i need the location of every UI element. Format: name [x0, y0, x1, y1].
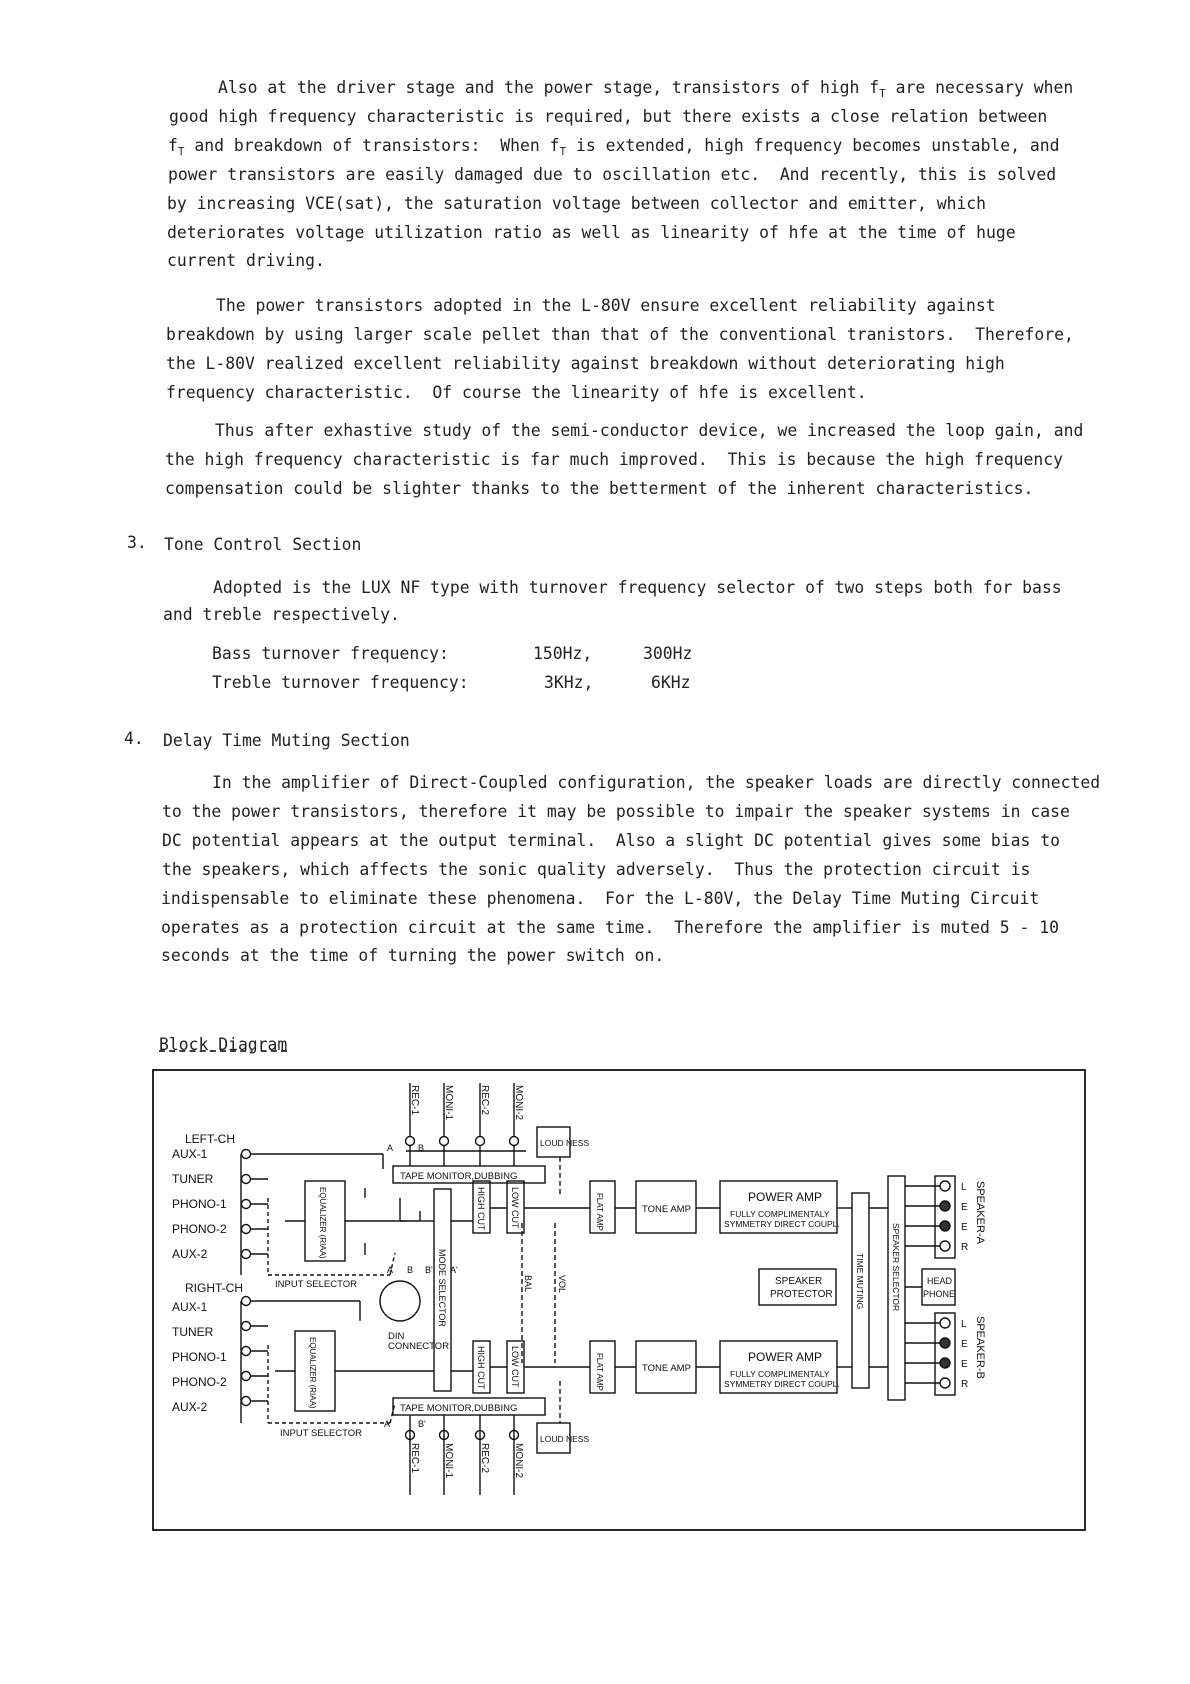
text-line: deteriorates voltage utilization ratio as well as linearity of hfe at the time of huge: [167, 223, 1016, 242]
right-ch-label: RIGHT-CH: [185, 1281, 243, 1295]
text-line: the L-80V realized excellent reliability against breakdown without deteriorating high: [166, 354, 1005, 373]
bass-value-1: 150Hz,: [533, 644, 593, 663]
block-diagram: [150, 1063, 1090, 1538]
din-connector: [380, 1281, 420, 1321]
text-line: In the amplifier of Direct-Coupled configuration, the speaker loads are directly connected: [212, 773, 1101, 792]
flat-amp-label: FLAT AMP: [595, 1353, 604, 1391]
power-amp-sub1: FULLY COMPLIMENTALY: [730, 1369, 830, 1379]
input-tuner-label: TUNER: [172, 1325, 214, 1339]
speaker-b-term-r: R: [961, 1379, 969, 1390]
headphone-box: [922, 1269, 955, 1305]
ab-label: A: [387, 1143, 394, 1153]
input-aux1-label: AUX-1: [172, 1147, 208, 1161]
treble-value-1: 3KHz,: [544, 673, 594, 692]
high-cut-label: HIGH CUT: [476, 1187, 486, 1231]
ab-label: B': [425, 1265, 433, 1275]
headphone-label: HEAD: [927, 1276, 953, 1286]
ab-label: A: [387, 1265, 394, 1275]
text-line: by increasing VCE(sat), the saturation voltage between collector and emitter, which: [167, 194, 987, 213]
input-phono1-label: PHONO-1: [172, 1350, 227, 1364]
mode-selector-label: MODE SELECTOR: [437, 1249, 447, 1327]
speaker-selector-label: SPEAKER SELECTOR: [891, 1223, 901, 1312]
rec1-top-label: REC-1: [409, 1085, 420, 1116]
input-aux2-label: AUX-2: [172, 1247, 208, 1261]
section-number: 4.: [124, 729, 144, 748]
moni2-top-label: MONI-2: [513, 1085, 524, 1120]
diagram-title: Block Diagram: [159, 1035, 288, 1054]
text-line: DC potential appears at the output terminal. Also a slight DC potential gives some bias to: [162, 831, 1060, 850]
text-line: breakdown by using larger scale pellet than that of the conventional tranistors. Therefore,: [166, 325, 1074, 344]
treble-frequency-row: [0, 673, 1190, 695]
time-muting-label: TIME MUTING: [855, 1253, 865, 1310]
diagram-frame: [153, 1070, 1085, 1530]
ab-label: B: [418, 1143, 425, 1153]
ab-label: A': [384, 1419, 392, 1429]
tape-monitor-label: TAPE MONITOR,DUBBING: [400, 1171, 518, 1182]
bass-label: Bass turnover frequency:: [212, 644, 449, 663]
text-line: operates as a protection circuit at the same time. Therefore the amplifier is muted 5 - 10: [161, 918, 1059, 937]
bass-value-2: 300Hz: [643, 644, 693, 663]
ab-label: B': [418, 1419, 426, 1429]
text-line: good high frequency characteristic is required, but there exists a close relation between: [169, 107, 1048, 126]
speaker-b-term-e: E: [961, 1359, 968, 1370]
text-line: seconds at the time of turning the power switch on.: [161, 946, 665, 965]
text-line: current driving.: [167, 251, 325, 270]
text-line: Thus after exhastive study of the semi-conductor device, we increased the loop gain, and: [215, 421, 1084, 440]
speaker-protector-label: PROTECTOR: [770, 1289, 833, 1300]
loudness-label: LOUD NESS: [540, 1434, 590, 1444]
low-cut-label: LOW CUT: [510, 1346, 520, 1388]
speaker-a-term-r: R: [961, 1242, 969, 1253]
ab-label: A': [450, 1265, 458, 1275]
rec2-bottom-label: REC-2: [479, 1443, 490, 1474]
input-aux1-label: AUX-1: [172, 1300, 208, 1314]
equalizer-label: EQUALIZER (RIAA): [308, 1337, 317, 1409]
power-amp-label: POWER AMP: [748, 1350, 823, 1364]
moni2-bottom-label: MONI-2: [513, 1443, 524, 1478]
moni1-bottom-label: MONI-1: [443, 1443, 454, 1478]
vol-label: VOL: [557, 1275, 567, 1294]
section-number: 3.: [127, 533, 147, 552]
ab-label: B: [407, 1265, 414, 1275]
section-title: Delay Time Muting Section: [163, 731, 410, 750]
speaker-b-label: SPEAKER-B: [974, 1316, 986, 1379]
power-amp-label: POWER AMP: [748, 1190, 823, 1204]
input-phono2-label: PHONO-2: [172, 1222, 227, 1236]
bal-label: BAL: [523, 1275, 533, 1293]
input-aux2-label: AUX-2: [172, 1400, 208, 1414]
text-line: The power transistors adopted in the L-80V ensure excellent reliability against: [216, 296, 996, 315]
input-phono2-label: PHONO-2: [172, 1375, 227, 1389]
power-amp-sub2: SYMMETRY DIRECT COUPL.: [724, 1379, 840, 1389]
din-connector-label: CONNECTOR: [388, 1341, 450, 1352]
text-line: Adopted is the LUX NF type with turnover frequency selector of two steps both for bass: [213, 578, 1062, 597]
text-line: frequency characteristic. Of course the linearity of hfe is excellent.: [166, 383, 867, 402]
rec2-top-label: REC-2: [479, 1085, 490, 1116]
left-ch-label: LEFT-CH: [185, 1132, 236, 1146]
low-cut-label: LOW CUT: [510, 1187, 520, 1229]
tone-amp-label: TONE AMP: [642, 1204, 691, 1215]
text-line: Also at the driver stage and the power stage, transistors of high $f_T$ are necessary when: [218, 78, 1074, 100]
treble-label: Treble turnover frequency:: [212, 673, 469, 692]
section-title: Tone Control Section: [164, 535, 362, 554]
speaker-a-term-l: L: [961, 1182, 967, 1193]
right-input-jacks: [241, 1297, 251, 1424]
treble-value-2: 6KHz: [651, 673, 691, 692]
text-line: the high frequency characteristic is far much improved. This is because the high frequency: [165, 450, 1063, 469]
speaker-b-term-l: L: [961, 1319, 967, 1330]
input-phono1-label: PHONO-1: [172, 1197, 227, 1211]
headphone-label: PHONE: [923, 1289, 956, 1299]
power-amp-sub2: SYMMETRY DIRECT COUPL.: [724, 1219, 840, 1229]
tone-amp-label: TONE AMP: [642, 1363, 691, 1374]
speaker-a-label: SPEAKER-A: [974, 1181, 986, 1244]
rec1-bottom-label: REC-1: [409, 1443, 420, 1474]
high-cut-label: HIGH CUT: [476, 1346, 486, 1390]
text-line: $f_T$ and breakdown of transistors: When $f_T$ is extended, high frequency becomes unstable, and: [168, 136, 1060, 158]
text-line: power transistors are easily damaged due to oscillation etc. And recently, this is solved: [168, 165, 1057, 184]
power-amp-sub1: FULLY COMPLIMENTALY: [730, 1209, 830, 1219]
bass-frequency-row: [0, 644, 1190, 666]
text-line: to the power transistors, therefore it may be possible to impair the speaker systems in case: [162, 802, 1070, 821]
speaker-b-term-e: E: [961, 1339, 968, 1350]
text-line: compensation could be slighter thanks to the betterment of the inherent characteristics.: [165, 479, 1034, 498]
equalizer-label: EQUALIZER (RIAA): [318, 1187, 327, 1259]
text-line: the speakers, which affects the sonic quality adversely. Thus the protection circuit is: [162, 860, 1031, 879]
speaker-a-term-e: E: [961, 1202, 968, 1213]
speaker-protector-label: SPEAKER: [775, 1276, 823, 1287]
input-selector-label: INPUT SELECTOR: [280, 1428, 363, 1439]
moni1-top-label: MONI-1: [443, 1085, 454, 1120]
speaker-a-term-e: E: [961, 1222, 968, 1233]
text-line: and treble respectively.: [163, 605, 400, 624]
input-tuner-label: TUNER: [172, 1172, 214, 1186]
loudness-label: LOUD NESS: [540, 1138, 590, 1148]
input-selector-label: INPUT SELECTOR: [275, 1279, 358, 1290]
flat-amp-label: FLAT AMP: [595, 1193, 604, 1231]
text-line: indispensable to eliminate these phenomena. For the L-80V, the Delay Time Muting Circuit: [161, 889, 1040, 908]
left-input-jacks: [241, 1150, 251, 1276]
tape-monitor-label: TAPE MONITOR,DUBBING: [400, 1403, 518, 1414]
din-label: DIN: [388, 1331, 405, 1342]
